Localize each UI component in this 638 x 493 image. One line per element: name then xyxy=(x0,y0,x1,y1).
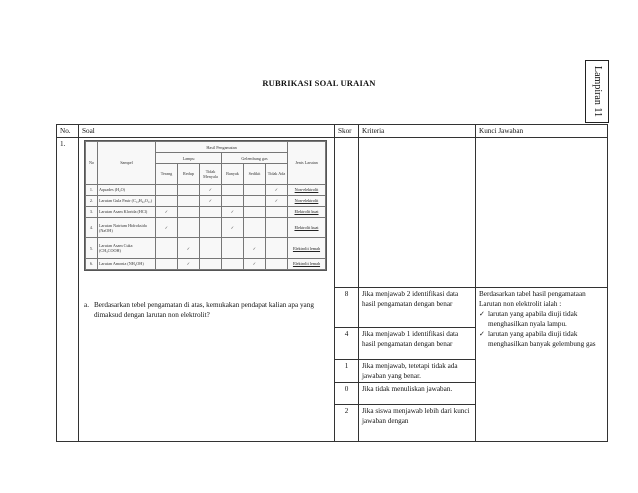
obs-check-cell xyxy=(178,206,200,217)
obs-check-cell xyxy=(156,238,178,258)
obs-check-cell: ✓ xyxy=(156,206,178,217)
obs-row xyxy=(86,184,326,195)
obs-check-cell xyxy=(222,238,244,258)
obs-check-cell xyxy=(222,184,244,195)
obs-row xyxy=(86,195,326,206)
obs-check-cell: ✓ xyxy=(178,258,200,269)
obs-col-gelembung: Gelembung gas xyxy=(222,153,288,164)
obs-check-cell xyxy=(244,184,266,195)
rubric-table xyxy=(56,124,608,442)
obs-check-cell: ✓ xyxy=(178,238,200,258)
kunci-item-text: larutan yang apabila diuji tidak menghasilkan banyak gelembung gas xyxy=(488,330,596,348)
obs-row xyxy=(86,206,326,217)
header-no: No. xyxy=(57,125,79,138)
obs-row-jenis: Elektrolit kuat xyxy=(288,206,326,217)
obs-col-sampel: Sampel xyxy=(98,142,156,185)
obs-check-cell xyxy=(200,238,222,258)
obs-check-cell xyxy=(244,218,266,238)
obs-check-cell: ✓ xyxy=(244,258,266,269)
obs-row-jenis: Non-elektrolit xyxy=(288,184,326,195)
obs-row xyxy=(86,258,326,269)
obs-check-cell xyxy=(244,195,266,206)
header-skor: Skor xyxy=(335,125,359,138)
obs-sub-tidak-menyala: Tidak Menyala xyxy=(200,164,222,184)
soal-cell xyxy=(79,138,335,442)
obs-check-cell: ✓ xyxy=(156,218,178,238)
obs-row-no: 1. xyxy=(86,184,98,195)
obs-check-cell: ✓ xyxy=(244,238,266,258)
obs-check-cell: ✓ xyxy=(222,206,244,217)
obs-title: Hasil Pengamatan xyxy=(156,142,288,153)
check-icon: ✓ xyxy=(479,310,486,318)
obs-row-no: 6. xyxy=(86,258,98,269)
criteria-score: 2 xyxy=(335,405,359,442)
row-number: 1. xyxy=(57,138,79,442)
obs-row-sampel: Aquades (H₂O) xyxy=(98,184,156,195)
table-row xyxy=(57,138,608,288)
obs-sub-tidak-ada: Tidak Ada xyxy=(266,164,288,184)
question-text: Berdasarkan tebel pengamatan di atas, kemukakan pendapat kalian apa yang dimaksud dengan larutan non elektrolit? xyxy=(94,301,314,319)
obs-check-cell xyxy=(178,218,200,238)
question-label: a. xyxy=(84,301,89,309)
obs-check-cell: ✓ xyxy=(266,184,288,195)
observation-table xyxy=(85,141,326,270)
criteria-text: Jika menjawab, tetetapi tidak ada jawaban yang benar. xyxy=(359,360,476,383)
criteria-score: 8 xyxy=(335,288,359,328)
obs-row-no: 5. xyxy=(86,238,98,258)
header-kriteria: Kriteria xyxy=(359,125,476,138)
obs-col-no: No xyxy=(86,142,98,185)
kunci-cell xyxy=(476,288,608,442)
criteria-text: Jika tidak menuliskan jawaban. xyxy=(359,383,476,405)
criteria-score: 1 xyxy=(335,360,359,383)
obs-check-cell xyxy=(266,218,288,238)
kunci-item-text: larutan yang apabila diuji tidak menghasilkan nyala lampu. xyxy=(488,310,578,328)
obs-row-no: 3. xyxy=(86,206,98,217)
obs-check-cell xyxy=(222,258,244,269)
obs-row-sampel: Larutan Natrium Hidroksida (NaOH) xyxy=(98,218,156,238)
criteria-text: Jika menjawab 1 identifikasi data hasil pengamatan dengan benar xyxy=(359,328,476,360)
kunci-spacer xyxy=(476,138,608,288)
obs-check-cell xyxy=(244,206,266,217)
obs-check-cell xyxy=(266,258,288,269)
obs-row xyxy=(86,218,326,238)
question xyxy=(84,300,329,320)
obs-sub-sedikit: Sedikit xyxy=(244,164,266,184)
obs-row-sampel: Larutan Asam Klorida (HCl) xyxy=(98,206,156,217)
page-title: RUBRIKASI SOAL URAIAN xyxy=(262,78,376,88)
obs-row-jenis: Elektrolit kuat xyxy=(288,218,326,238)
criteria-text: Jika siswa menjawab lebih dari kunci jawaban dengan xyxy=(359,405,476,442)
obs-check-cell: ✓ xyxy=(200,195,222,206)
obs-row-sampel: Larutan Asam Cuka (CH₃COOH) xyxy=(98,238,156,258)
obs-check-cell xyxy=(222,195,244,206)
kriteria-cell xyxy=(359,138,476,288)
observation-table-image xyxy=(84,140,327,271)
criteria-score: 4 xyxy=(335,328,359,360)
attachment-label: Lampiran 11 xyxy=(591,65,603,118)
criteria-score: 0 xyxy=(335,383,359,405)
obs-row-jenis: Non-elektrolit xyxy=(288,195,326,206)
obs-check-cell xyxy=(156,258,178,269)
obs-sub-redup: Redup xyxy=(178,164,200,184)
obs-check-cell xyxy=(156,184,178,195)
obs-check-cell xyxy=(200,218,222,238)
obs-check-cell xyxy=(178,195,200,206)
obs-row-no: 4. xyxy=(86,218,98,238)
obs-check-cell xyxy=(178,184,200,195)
kunci-intro: Berdasarkan tabel hasil pengamataan Larutan non elektrolit ialah : xyxy=(479,290,586,308)
obs-row-no: 2. xyxy=(86,195,98,206)
obs-sub-terang: Terang xyxy=(156,164,178,184)
obs-row-jenis: Elektrolit lemah xyxy=(288,258,326,269)
obs-check-cell xyxy=(266,238,288,258)
attachment-stamp xyxy=(585,60,609,123)
obs-row-sampel: Larutan Gula Pasir (C₁₂H₂₂O₁₁) xyxy=(98,195,156,206)
header-row xyxy=(57,125,608,138)
kunci-item xyxy=(479,309,604,329)
obs-row-jenis: Elektrolit lemah xyxy=(288,238,326,258)
check-icon: ✓ xyxy=(479,330,486,338)
kunci-item xyxy=(479,329,604,349)
obs-row-sampel: Larutan Amonia (NH₄OH) xyxy=(98,258,156,269)
obs-col-jenis: Jenis Larutan xyxy=(288,142,326,185)
obs-check-cell: ✓ xyxy=(222,218,244,238)
obs-sub-banyak: Banyak xyxy=(222,164,244,184)
header-soal: Soal xyxy=(79,125,335,138)
obs-check-cell xyxy=(200,206,222,217)
skor-cell xyxy=(335,138,359,288)
obs-check-cell: ✓ xyxy=(200,184,222,195)
criteria-text: Jika menjawab 2 identifikasi data hasil pengamatan dengan benar xyxy=(359,288,476,328)
header-kunci: Kunci Jawaban xyxy=(476,125,608,138)
obs-check-cell xyxy=(200,258,222,269)
obs-row xyxy=(86,238,326,258)
obs-check-cell: ✓ xyxy=(266,195,288,206)
obs-col-lampu: Lampu xyxy=(156,153,222,164)
obs-check-cell xyxy=(266,206,288,217)
obs-check-cell xyxy=(156,195,178,206)
